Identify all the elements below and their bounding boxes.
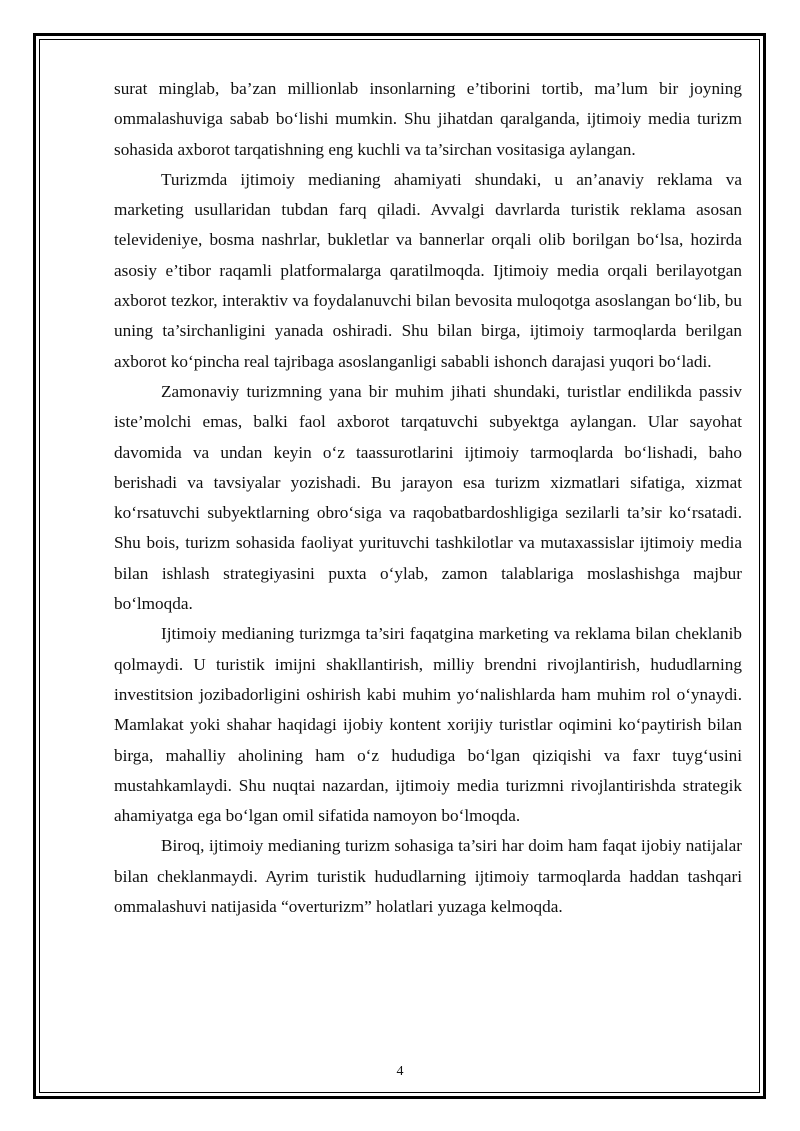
document-body [114, 74, 742, 922]
paragraph-1: surat minglab, ba’zan millionlab insonlarning e’tiborini tortib, ma’lum bir joyning ommalashuviga sabab bo‘lishi mumkin. Shu jihatdan qaralganda, ijtimoiy media turizm sohasida axborot tarqatishning eng kuchli va ta’sirchan vositasiga aylangan. [114, 79, 742, 159]
page-number: 4 [396, 1064, 404, 1079]
paragraph-4: Ijtimoiy medianing turizmga ta’siri faqatgina marketing va reklama bilan cheklanib qolmaydi. U turistik imijni shakllantirish, milliy brendni rivojlantirish, hududlarning investitsion jozibadorligini oshirish kabi muhim yo‘nalishlarda ham muhim rol o‘ynaydi. Mamlakat yoki shahar haqidagi ijobiy kontent xorijiy turistlar oqimini ko‘paytirish bilan birga, mahalliy aholining ham o‘z hududiga bo‘lgan qiziqishi va faxr tuyg‘usini mustahkamlaydi. Shu nuqtai nazardan, ijtimoiy media turizmni rivojlantirishda strategik ahamiyatga ega bo‘lgan omil sifatida namoyon bo‘lmoqda. [114, 624, 742, 826]
paragraph-3: Zamonaviy turizmning yana bir muhim jihati shundaki, turistlar endilikda passiv iste’molchi emas, balki faol axborot tarqatuvchi subyektga aylangan. Ular sayohat davomida va undan keyin o‘z taassurotlarini ijtimoiy tarmoqlarda bo‘lishadi, baho berishadi va tavsiyalar yozishadi. Bu jarayon esa turizm xizmatlari sifatiga, xizmat ko‘rsatuvchi subyektlarning obro‘siga va raqobatbardoshligiga sezilarli ta’sir ko‘rsatadi. Shu bois, turizm sohasida faoliyat yurituvchi tashkilotlar va mutaxassislar ijtimoiy media bilan ishlash strategiyasini puxta o‘ylab, zamon talablariga moslashishga majbur bo‘lmoqda. [114, 381, 742, 614]
paragraph-2: Turizmda ijtimoiy medianing ahamiyati shundaki, u an’anaviy reklama va marketing usullaridan tubdan farq qiladi. Avvalgi davrlarda turistik reklama asosan televideniye, bosma nashrlar, bukletlar va bannerlar orqali olib borilgan bo‘lsa, hozirda asosiy e’tibor raqamli platformalarga qaratilmoqda. Ijtimoiy media orqali berilayotgan axborot tezkor, interaktiv va foydalanuvchi bilan bevosita muloqotga asoslangan bo‘lib, bu uning ta’sirchanligini yanada oshiradi. Shu bilan birga, ijtimoiy tarmoqlarda berilgan axborot ko‘pincha real tajribaga asoslanganligi sababli ishonch darajasi yuqori bo‘ladi. [114, 169, 742, 371]
paragraph-5: Biroq, ijtimoiy medianing turizm sohasiga ta’siri har doim ham faqat ijobiy natijalar bilan cheklanmaydi. Ayrim turistik hududlarning ijtimoiy tarmoqlarda haddan tashqari ommalashuvi natijasida “overturizm” holatlari yuzaga kelmoqda. [114, 836, 742, 917]
